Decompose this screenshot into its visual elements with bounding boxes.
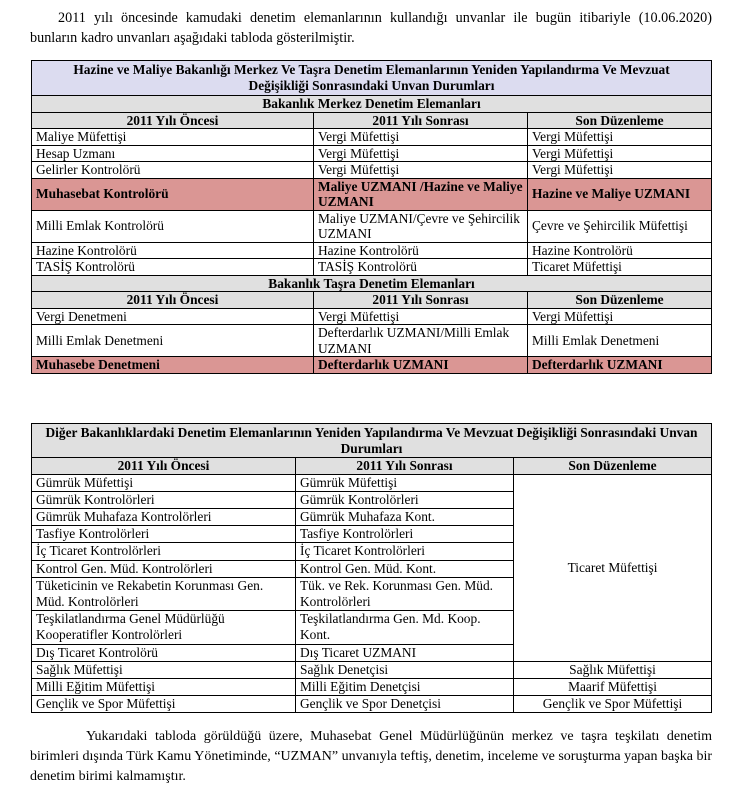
table-cell: Vergi Müfettişi xyxy=(528,145,712,162)
table-cell: Ticaret Müfettişi xyxy=(528,259,712,276)
table-cell: Gelirler Kontrolörü xyxy=(32,162,314,179)
table-cell: Milli Emlak Kontrolörü xyxy=(32,210,314,242)
intro-paragraph: 2011 yılı öncesinde kamudaki denetim elemanlarının kullandığı unvanlar ile bugün itibariyle (10.06.2020) bunların kadro unvanları aşağıdaki tabloda gösterilmiştir. xyxy=(30,10,712,46)
table-row xyxy=(32,129,712,146)
table1-section2-title: Bakanlık Taşra Denetim Elemanları xyxy=(32,275,712,292)
other-ministries-titles-table xyxy=(31,423,712,713)
table-cell: Vergi Müfettişi xyxy=(528,162,712,179)
table2-title: Diğer Bakanlıklardaki Denetim Elemanlarının Yeniden Yapılandırma Ve Mevzuat Değişikliği Sonrasındaki Unvan Durumları xyxy=(32,424,712,458)
table-cell: Milli Eğitim Denetçisi xyxy=(296,678,514,695)
table-cell: Hesap Uzmanı xyxy=(32,145,314,162)
table-row xyxy=(32,145,712,162)
table-cell: Muhasebat Kontrolörü xyxy=(32,178,314,210)
highlighted-table-row xyxy=(32,357,712,374)
table2-header-last-regulation: Son Düzenleme xyxy=(514,458,712,475)
table1-section1-title: Bakanlık Merkez Denetim Elemanları xyxy=(32,96,712,113)
table-cell: Muhasebe Denetmeni xyxy=(32,357,314,374)
table-cell: Tasfiye Kontrolörleri xyxy=(32,526,296,543)
highlighted-table-row xyxy=(32,178,712,210)
table-cell: Defterdarlık UZMANI xyxy=(314,357,528,374)
table-cell: Gençlik ve Spor Müfettişi xyxy=(32,696,296,713)
table-cell: Milli Emlak Denetmeni xyxy=(32,325,314,357)
table-row xyxy=(32,259,712,276)
table-cell: Teşkilatlandırma Genel Müdürlüğü Kooperatifler Kontrolörleri xyxy=(32,611,296,644)
table-cell: Hazine Kontrolörü xyxy=(528,242,712,259)
table-row xyxy=(32,210,712,242)
merged-last-regulation-cell: Ticaret Müfettişi xyxy=(514,474,712,661)
table-cell: Kontrol Gen. Müd. Kontrolörleri xyxy=(32,560,296,577)
table-row xyxy=(32,474,712,491)
table-cell: Gençlik ve Spor Denetçisi xyxy=(296,696,514,713)
table-cell: Vergi Denetmeni xyxy=(32,308,314,325)
table-cell: Gümrük Muhafaza Kontrolörleri xyxy=(32,508,296,525)
table-cell: TASİŞ Kontrolörü xyxy=(32,259,314,276)
table1-header-before-2011: 2011 Yılı Öncesi xyxy=(32,292,314,309)
table-cell: Vergi Müfettişi xyxy=(314,129,528,146)
table-row xyxy=(32,696,712,713)
table-row xyxy=(32,661,712,678)
table-row xyxy=(32,678,712,695)
table-cell: Maliye UZMANI /Hazine ve Maliye UZMANI xyxy=(314,178,528,210)
table-cell: Milli Eğitim Müfettişi xyxy=(32,678,296,695)
table2-header-after-2011: 2011 Yılı Sonrası xyxy=(296,458,514,475)
table1-header-after-2011: 2011 Yılı Sonrası xyxy=(314,112,528,129)
table-cell: Hazine Kontrolörü xyxy=(314,242,528,259)
table-row xyxy=(32,242,712,259)
table1-title: Hazine ve Maliye Bakanlığı Merkez Ve Taşra Denetim Elemanlarının Yeniden Yapılandırma Ve Mevzuat Değişikliği Sonrasındaki Unvan Durumları xyxy=(32,61,712,96)
table1-header-before-2011: 2011 Yılı Öncesi xyxy=(32,112,314,129)
table-cell: Gümrük Müfettişi xyxy=(32,474,296,491)
table1-header-after-2011: 2011 Yılı Sonrası xyxy=(314,292,528,309)
treasury-finance-titles-table xyxy=(31,60,712,374)
table-cell: Kontrol Gen. Müd. Kont. xyxy=(296,560,514,577)
table-cell: Vergi Müfettişi xyxy=(314,162,528,179)
table-cell: Gümrük Kontrolörleri xyxy=(32,491,296,508)
table-cell: Tük. ve Rek. Korunması Gen. Müd. Kontrolörleri xyxy=(296,577,514,610)
table-cell: Defterdarlık UZMANI/Milli Emlak UZMANI xyxy=(314,325,528,357)
table2-header-before-2011: 2011 Yılı Öncesi xyxy=(32,458,296,475)
table1-header-last-regulation: Son Düzenleme xyxy=(528,112,712,129)
table-row xyxy=(32,162,712,179)
table-cell: Vergi Müfettişi xyxy=(528,308,712,325)
table-cell: Maliye Müfettişi xyxy=(32,129,314,146)
table-cell: Sağlık Müfettişi xyxy=(514,661,712,678)
table-cell: İç Ticaret Kontrolörleri xyxy=(32,543,296,560)
table1-header-last-regulation: Son Düzenleme xyxy=(528,292,712,309)
table-cell: Maliye UZMANI/Çevre ve Şehircilik UZMANI xyxy=(314,210,528,242)
table-cell: Tüketicinin ve Rekabetin Korunması Gen. Müd. Kontrolörleri xyxy=(32,577,296,610)
table-cell: Tasfiye Kontrolörleri xyxy=(296,526,514,543)
conclusion-paragraph: Yukarıdaki tabloda görüldüğü üzere, Muhasebat Genel Müdürlüğünün merkez ve taşra teşkilatı denetim birimleri dışında Türk Kamu Yönetiminde, “UZMAN” unvanıyla teftiş, denetim, inceleme ve soruşturma yapan başka bir denetim birimi kalmamıştır. xyxy=(30,729,712,784)
table-cell: Gümrük Müfettişi xyxy=(296,474,514,491)
table-cell: Hazine Kontrolörü xyxy=(32,242,314,259)
table-cell: Defterdarlık UZMANI xyxy=(528,357,712,374)
table-cell: Vergi Müfettişi xyxy=(314,145,528,162)
table-cell: Milli Emlak Denetmeni xyxy=(528,325,712,357)
table-cell: TASİŞ Kontrolörü xyxy=(314,259,528,276)
table-cell: Dış Ticaret Kontrolörü xyxy=(32,644,296,661)
table-cell: İç Ticaret Kontrolörleri xyxy=(296,543,514,560)
table-cell: Vergi Müfettişi xyxy=(314,308,528,325)
table-cell: Vergi Müfettişi xyxy=(528,129,712,146)
table-cell: Teşkilatlandırma Gen. Md. Koop. Kont. xyxy=(296,611,514,644)
table-cell: Gümrük Muhafaza Kont. xyxy=(296,508,514,525)
table-cell: Sağlık Denetçisi xyxy=(296,661,514,678)
table-cell: Maarif Müfettişi xyxy=(514,678,712,695)
table-cell: Gümrük Kontrolörleri xyxy=(296,491,514,508)
table-row xyxy=(32,325,712,357)
table-cell: Sağlık Müfettişi xyxy=(32,661,296,678)
table-row xyxy=(32,308,712,325)
table-cell: Dış Ticaret UZMANI xyxy=(296,644,514,661)
table-cell: Gençlik ve Spor Müfettişi xyxy=(514,696,712,713)
table-cell: Hazine ve Maliye UZMANI xyxy=(528,178,712,210)
table-cell: Çevre ve Şehircilik Müfettişi xyxy=(528,210,712,242)
